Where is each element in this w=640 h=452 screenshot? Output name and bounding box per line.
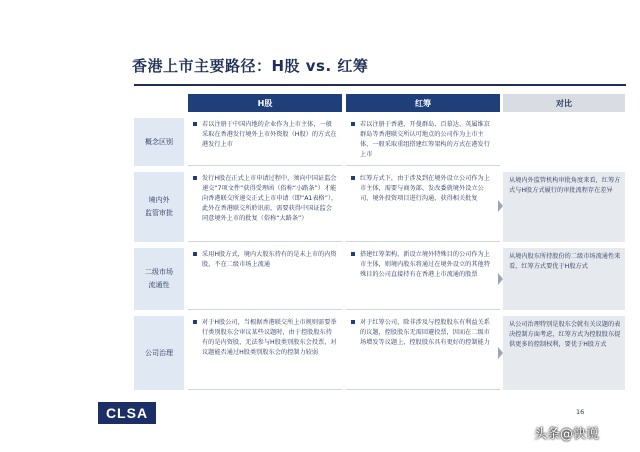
clsa-logo: CLSA [98,402,156,424]
cell-h-share-regulatory [188,172,342,242]
bullet-icon [193,122,197,126]
row-label-liquidity: 二级市场 流通性 [134,248,184,310]
bullet-icon [351,252,355,256]
cell-text: 采用H股方式，境内大股东持有的是未上市的内资股，不在二级市场上流通 [202,251,337,268]
cell-h-share-liquidity [188,248,342,310]
row-label-regulatory: 境内外 监管审批 [134,172,184,242]
bullet-icon [193,176,197,180]
slide-title: 香港上市主要路径：H股 vs. 红筹 [132,57,369,75]
cell-red-chip-regulatory [346,172,500,242]
cell-h-share-concept [188,118,342,166]
cell-red-chip-governance [346,316,500,390]
cell-h-share-governance [188,316,342,390]
bullet-icon [193,320,197,324]
cell-comparison-governance: 从公司治理特别是股东会就有关议题的表决控制方面考虑，红筹方式为控股股东提供更多的控制权利，要优于H股方式 [503,316,625,390]
cell-red-chip-liquidity [346,248,500,310]
cell-text: 红筹方式下，由于涉及到在境外设立公司作为上市主体，需要与商务部、发改委就境外设立公司、境外投资项目进行沟通，获得相关批复 [360,175,490,202]
cell-comparison-liquidity: 从境内股东所持股份的二级市场流通性来看，红筹方式要优于H股方式 [503,248,625,310]
bullet-icon [351,122,355,126]
cell-red-chip-concept [346,118,500,166]
title-divider [134,84,626,86]
header-comparison: 对比 [503,94,625,112]
bullet-icon [193,252,197,256]
cell-text: 对于H股公司，当根据香港联交所上市规则需要举行类别股东会审议某些议题时，由于控股股东持有的是内资股，无法参与H股类别股东会投票，对议题能否通过H股类别股东会的控制力较弱 [202,319,337,356]
cell-text: 若以注册于中国内地的企业作为上市主体，一般采取在香港发行境外上市外资股（H股）的方式在港发行上市 [202,121,337,148]
cell-comparison-regulatory: 从境内外监管机构审批角度来看，红筹方式与H股方式履行的审批流程存在差异 [503,172,625,242]
cell-text: 搭建红筹架构，新设立境外特殊目的公司作为上市主体，则境内股东将通过在境外设立的其他特殊目的公司直接持有在香港上市流通的股票 [360,251,490,278]
bullet-icon [351,320,355,324]
page-number: 16 [576,408,585,416]
row-label-governance: 公司治理 [134,316,184,390]
bullet-icon [351,176,355,180]
cell-text: 若以注册于香港、开曼群岛、百慕达、英属维京群岛等香港联交所认可地点的公司作为上市主体，一般采取重组搭建红筹架构的方式在港发行上市 [360,121,490,158]
cell-text: 发行H股在正式上市申请过程中，须向中国证监会递交“7项文件”获得受理函（俗称“小路条”）才能向香港联交所递交正式上市申请（即“A1表格”），此外在香港联交所聆讯前，需要获得中国证监会同意境外上市的批复（俗称“大路条”） [202,175,338,222]
header-h-share: H股 [188,94,342,112]
watermark: 头条@快说 [534,427,600,442]
cell-text: 对于红筹公司，除非涉及与控股股东有利益关系的议题，控股股东无需回避投票，因而在二级市场增发等议题上，控股股东具有更好的控制能力 [360,319,490,346]
header-red-chip: 红筹 [346,94,500,112]
row-label-concept: 概念区别 [134,118,184,166]
